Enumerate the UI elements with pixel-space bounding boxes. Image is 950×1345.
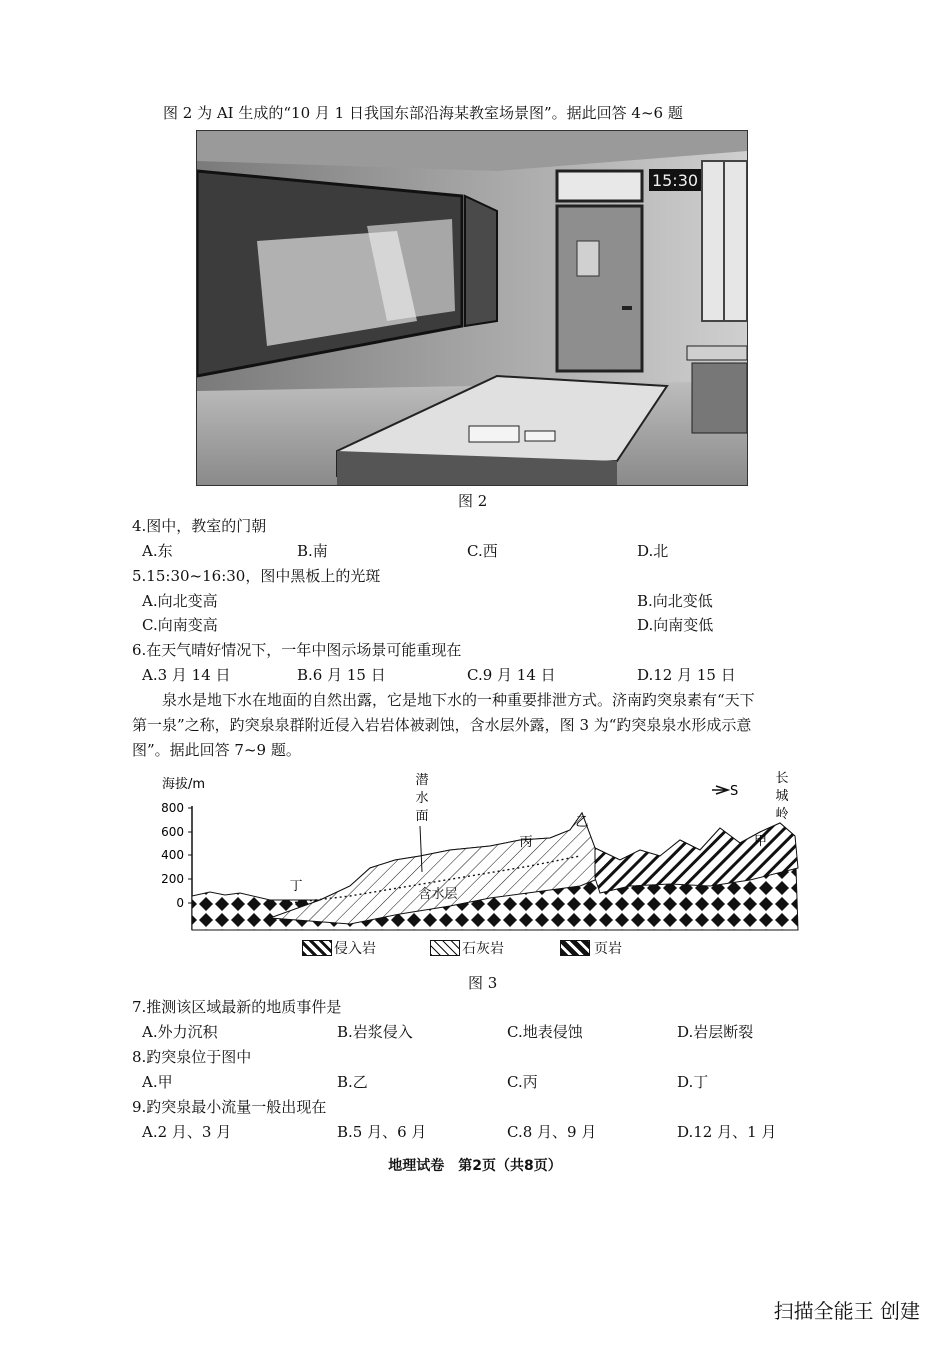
- q5-option-d[interactable]: D.向南变低: [637, 616, 714, 634]
- q5-stem: 5.15:30~16:30，图中黑板上的光斑: [132, 567, 381, 585]
- legend-swatch-intrusive: [302, 940, 332, 956]
- passage-line-1: 泉水是地下水在地面的自然出露，它是地下水的一种重要排泄方式。济南趵突泉素有“天下: [162, 691, 755, 709]
- q7-stem: 7.推测该区域最新的地质事件是: [132, 998, 342, 1016]
- label-chang: 长: [775, 771, 789, 786]
- intro-text: 图 2 为 AI 生成的“10 月 1 日我国东部沿海某教室场景图”。据此回答 4~6 题: [163, 104, 683, 122]
- label-mian: 面: [415, 809, 429, 824]
- q9-option-c[interactable]: C.8 月、9 月: [507, 1123, 597, 1141]
- point-ding: 丁: [289, 879, 303, 894]
- q6-option-b[interactable]: B.6 月 15 日: [297, 666, 386, 684]
- y-tick-0: 0: [176, 896, 184, 910]
- legend-swatch-limestone: [430, 940, 460, 956]
- page-footer: 地理试卷 第2页（共8页）: [388, 1158, 562, 1174]
- legend-intrusive: 侵入岩: [334, 941, 376, 957]
- q9-option-b[interactable]: B.5 月、6 月: [337, 1123, 427, 1141]
- legend-swatch-shale: [560, 940, 590, 956]
- y-tick-600: 600: [161, 825, 184, 839]
- legend-shale: 页岩: [594, 941, 622, 957]
- q8-option-c[interactable]: C.丙: [507, 1073, 538, 1091]
- q4-stem: 4.图中，教室的门朝: [132, 517, 267, 535]
- q7-option-c[interactable]: C.地表侵蚀: [507, 1023, 583, 1041]
- y-tick-800: 800: [161, 801, 184, 815]
- y-axis-label: 海拔/m: [162, 777, 206, 792]
- passage-line-2: 第一泉”之称，趵突泉泉群附近侵入岩岩体被剥蚀，含水层外露，图 3 为“趵突泉泉水形成示意: [132, 716, 752, 734]
- q9-option-a[interactable]: A.2 月、3 月: [142, 1123, 232, 1141]
- q9-option-d[interactable]: D.12 月、1 月: [677, 1123, 777, 1141]
- label-shui: 水: [415, 791, 429, 806]
- legend-limestone: 石灰岩: [462, 941, 504, 957]
- q9-stem: 9.趵突泉最小流量一般出现在: [132, 1098, 327, 1116]
- north-arrow-icon: [712, 786, 728, 794]
- q8-option-a[interactable]: A.甲: [142, 1073, 173, 1091]
- y-tick-400: 400: [161, 848, 184, 862]
- q6-option-d[interactable]: D.12 月 15 日: [637, 666, 736, 684]
- q8-option-b[interactable]: B.乙: [337, 1073, 368, 1091]
- passage-line-3: 图”。据此回答 7~9 题。: [132, 741, 301, 759]
- classroom-photo: [196, 130, 748, 486]
- q6-stem: 6.在天气晴好情况下，一年中图示场景可能重现在: [132, 641, 462, 659]
- point-jia: 甲: [754, 834, 768, 849]
- label-qian: 潜: [415, 773, 429, 788]
- q5-option-b[interactable]: B.向北变低: [637, 592, 713, 610]
- point-yi: 乙: [575, 815, 589, 830]
- aquifer-label: 含水层: [418, 887, 458, 902]
- q8-option-d[interactable]: D.丁: [677, 1073, 709, 1091]
- point-bing: 丙: [519, 835, 533, 850]
- label-cheng: 城: [775, 789, 789, 804]
- q6-option-a[interactable]: A.3 月 14 日: [142, 666, 231, 684]
- q7-option-b[interactable]: B.岩浆侵入: [337, 1023, 413, 1041]
- direction-label: S: [730, 784, 739, 799]
- label-ling: 岭: [775, 807, 789, 822]
- scanner-watermark: 扫描全能王 创建: [773, 1299, 920, 1323]
- q4-option-d[interactable]: D.北: [637, 542, 669, 560]
- q4-option-b[interactable]: B.南: [297, 542, 328, 560]
- y-tick-200: 200: [161, 872, 184, 886]
- q5-option-c[interactable]: C.向南变高: [142, 616, 218, 634]
- q4-option-a[interactable]: A.东: [142, 542, 173, 560]
- q4-option-c[interactable]: C.西: [467, 542, 498, 560]
- q7-option-a[interactable]: A.外力沉积: [142, 1023, 218, 1041]
- q7-option-d[interactable]: D.岩层断裂: [677, 1023, 754, 1041]
- q8-stem: 8.趵突泉位于图中: [132, 1048, 252, 1066]
- figure2-caption: 图 2: [458, 492, 488, 510]
- q5-option-a[interactable]: A.向北变高: [142, 592, 218, 610]
- clock-readout: 15:30: [651, 171, 699, 190]
- q6-option-c[interactable]: C.9 月 14 日: [467, 666, 556, 684]
- figure3-caption: 图 3: [468, 974, 498, 992]
